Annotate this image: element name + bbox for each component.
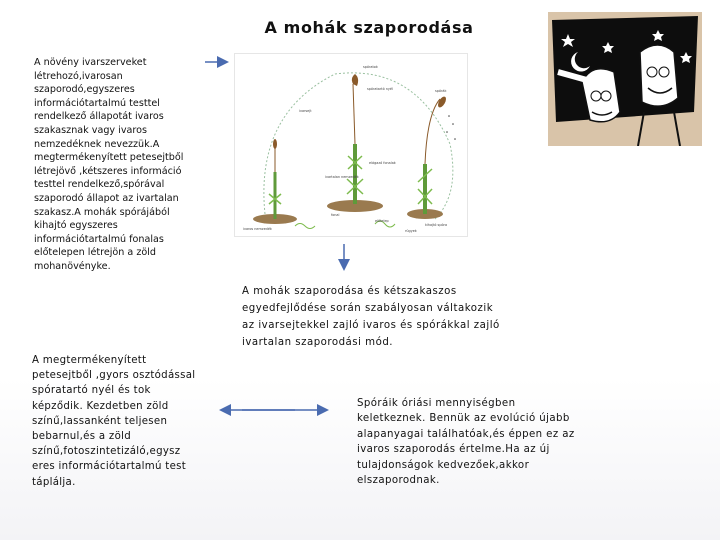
label-buds: rügyek xyxy=(405,229,417,233)
text-block-spores: Spóráik óriási mennyiségben keletkeznek. Bennük az evolúció újabb alapanyagai találhatóak,és éppen ez az ivaros szaporodás értelme.Ha az új tulajdonságok kedvezőek,akkor elszaporodnak. xyxy=(357,398,575,487)
label-seta: spóratartó nyél xyxy=(367,87,393,91)
label-protonema: előtelep xyxy=(375,219,389,223)
text-block-sexual-phase: A növény ivarszerveket létrehozó,ivarosan szaporodó,egyszeres információtartalmú testtel rendelkező állapotát ivaros szakasznak vagy ivaros nemzedéknek nevezzük.A megtermékenyített petesejtből létrejövő ,kétszeres információ testtel rendelkező,spórával szaporodó állapot az ivartalan szakasz.A mohák spórájából kihajtó egyszeres információtartalmú fonalas előtelepen létrejön a zöld mohanövényke. xyxy=(34,57,184,272)
label-gamete: ivarsejt xyxy=(299,109,312,113)
text-block-alternation: A mohák szaporodása és kétszakaszos egyedfejlődése során szabályosan váltakozik az ivarsejtekkel zajló ivaros és spórákkal zajló ivartalan szaporodási mód. xyxy=(242,286,500,348)
text-block-sporophyte: A megtermékenyített petesejtből ,gyors osztódással spóratartó nyél és tok képződik. Kezdetben zöld színű,lassanként teljesen bebarnul,és a zöld színű,fotoszintetizáló,egysz eres információtartalmú test táplálja. xyxy=(32,355,196,488)
label-thread: fonal xyxy=(331,213,340,217)
moss-life-cycle-diagram xyxy=(234,53,468,237)
label-spores: spórák xyxy=(435,89,447,93)
label-branching-threads: elágazó fonalak xyxy=(369,161,396,165)
label-asexual-generation: ivartalan nemzedék xyxy=(325,175,359,179)
spore-releasing-moss-plant xyxy=(418,95,456,214)
label-capsule: spóratok xyxy=(363,65,378,69)
label-sexual-generation: ivaros nemzedék xyxy=(243,227,272,231)
cartoon-characters-image xyxy=(548,12,702,146)
young-moss-plant xyxy=(269,139,281,219)
label-germinating-spore: kihajtó spóra xyxy=(425,223,448,227)
page-title: A mohák szaporodása xyxy=(264,18,474,37)
mature-moss-plant xyxy=(347,74,363,204)
